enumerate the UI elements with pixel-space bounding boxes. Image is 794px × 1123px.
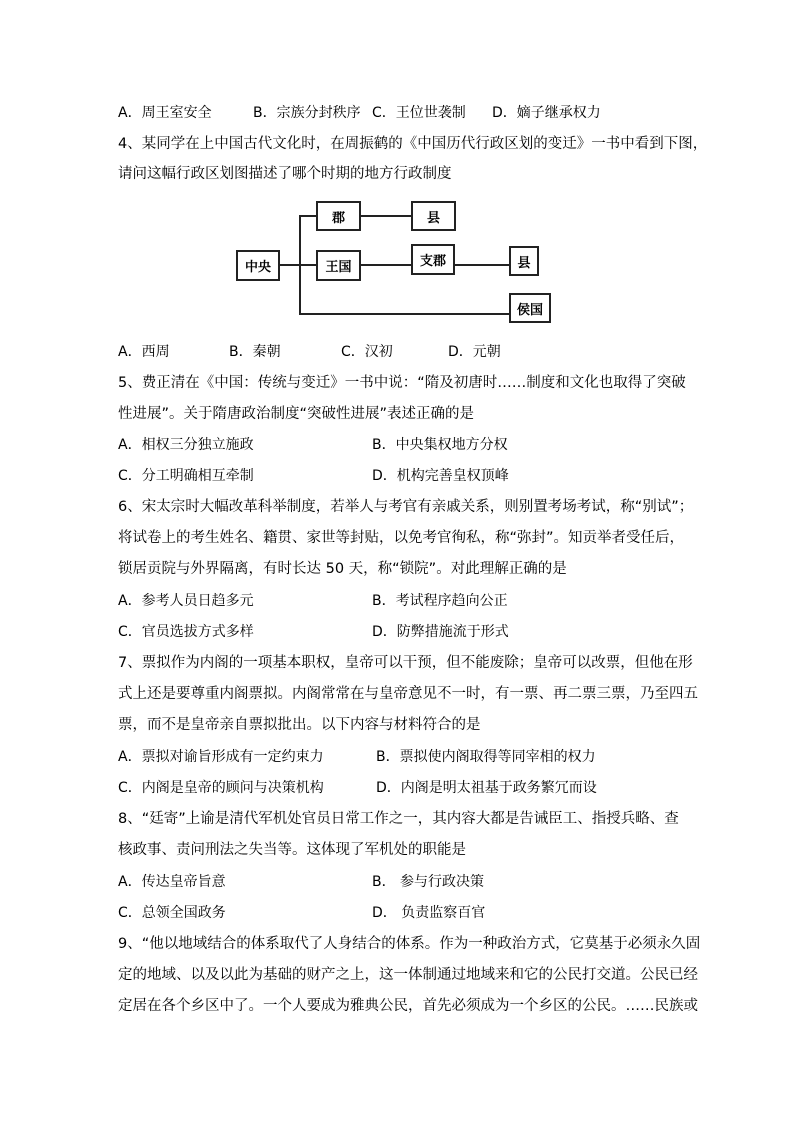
diagram-connector: [299, 215, 316, 217]
q5-stem-line-1: 5、费正清在《中国：传统与变迁》一书中说：“隋及初唐时……制度和文化也取得了突破: [118, 375, 686, 391]
q7-option-b: B．票拟使内阁取得等同宰相的权力: [376, 749, 596, 765]
q7-option-d: D．内阁是明太祖基于政务繁冗而设: [376, 780, 597, 796]
q5-option-a: A．相权三分独立施政: [118, 437, 254, 453]
q5-option-c: C．分工明确相互牵制: [118, 468, 254, 484]
q3-option-c: C．王位世袭制: [372, 105, 466, 121]
diagram-xian-box: 县: [411, 201, 456, 231]
q6-stem-line-1: 6、宋太宗时大幅改革科举制度，若举人与考官有亲戚关系，则别置考场考试，称“别试”；: [118, 499, 694, 515]
diagram-connector: [280, 264, 300, 266]
q6-option-a: A．参考人员日趋多元: [118, 593, 254, 609]
q6-option-c: C．官员选拔方式多样: [118, 624, 254, 640]
q8-option-b: B． 参与行政决策: [372, 874, 485, 890]
q4-stem-line-2: 请问这幅行政区划图描述了哪个时期的地方行政制度: [118, 166, 452, 182]
q9-stem-line-1: 9、“他以地域结合的体系取代了人身结合的体系。作为一种政治方式，它莫基于必须永久固: [118, 936, 701, 952]
q7-stem-line-1: 7、票拟作为内阁的一项基本职权，皇帝可以干预，但不能废除；皇帝可以改票，但他在形: [118, 655, 693, 671]
diagram-xian-box-2: 县: [509, 246, 539, 276]
q4-option-a: A．西周: [118, 344, 170, 360]
q6-option-d: D．防弊措施流于形式: [372, 624, 509, 640]
diagram-jun-box: 郡: [316, 201, 361, 231]
q8-stem-line-2: 核政事、责问刑法之失当等。这体现了军机处的职能是: [118, 842, 466, 858]
q4-option-d: D．元朝: [448, 344, 501, 360]
q6-stem-line-2: 将试卷上的考生姓名、籍贯、家世等封贴，以免考官徇私，称“弥封”。知贡举者受任后，: [118, 530, 685, 546]
diagram-connector: [299, 264, 316, 266]
q5-stem-line-2: 性进展”。关于隋唐政治制度“突破性进展”表述正确的是: [118, 406, 475, 422]
q6-stem-line-3: 锁居贡院与外界隔离，有时长达 50 天，称“锁院”。对此理解正确的是: [118, 561, 567, 577]
q8-option-c: C．总领全国政务: [118, 905, 226, 921]
q7-option-a: A．票拟对谕旨形成有一定约束力: [118, 749, 324, 765]
diagram-wangguo-box: 王国: [316, 250, 361, 281]
q8-option-a: A．传达皇帝旨意: [118, 874, 226, 890]
q7-option-c: C．内阁是皇帝的顾问与决策机构: [118, 780, 324, 796]
q7-stem-line-2: 式上还是要尊重内阁票拟。内阁常常在与皇帝意见不一时，有一票、再二票三票，乃至四五: [118, 686, 698, 702]
q5-option-b: B．中央集权地方分权: [372, 437, 508, 453]
q3-option-b: B．宗族分封秩序: [253, 105, 361, 121]
q9-stem-line-3: 定居在各个乡区中了。一个人要成为雅典公民，首先必须成为一个乡区的公民。……民族或: [118, 998, 698, 1014]
q7-stem-line-3: 票，而不是皇帝亲自票拟批出。以下内容与材料符合的是: [118, 717, 481, 733]
diagram-center-box: 中央: [236, 250, 280, 281]
q5-option-d: D．机构完善皇权顶峰: [372, 468, 509, 484]
q3-option-d: D．嫡子继承权力: [492, 105, 601, 121]
q4-option-c: C．汉初: [341, 344, 393, 360]
diagram-connector: [455, 264, 509, 266]
diagram-houguo-box: 侯国: [509, 293, 551, 323]
q8-option-d: D． 负责监察百官: [372, 905, 486, 921]
diagram-zhijun-box: 支郡: [411, 244, 455, 275]
diagram-connector: [361, 215, 411, 217]
q4-stem-line-1: 4、某同学在上中国古代文化时，在周振鹤的《中国历代行政区划的变迁》一书中看到下图，: [118, 136, 708, 152]
q8-stem-line-1: 8、“廷寄”上谕是清代军机处官员日常工作之一，其内容大都是告诫臣工、指授兵略、查: [118, 811, 679, 827]
q4-option-b: B．秦朝: [229, 344, 281, 360]
diagram-connector: [361, 264, 411, 266]
q9-stem-line-2: 定的地域、以及以此为基础的财产之上，这一体制通过地域来和它的公民打交道。公民已经: [118, 967, 698, 983]
diagram-connector: [299, 313, 509, 315]
q3-option-a: A．周王室安全: [118, 105, 212, 121]
q6-option-b: B．考试程序趋向公正: [372, 593, 508, 609]
